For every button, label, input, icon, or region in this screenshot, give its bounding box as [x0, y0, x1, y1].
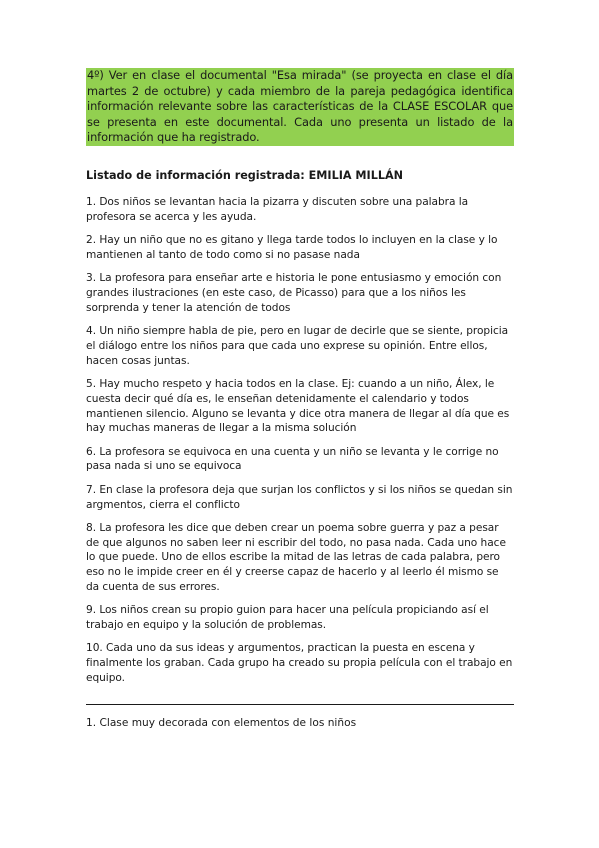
- list-heading: Listado de información registrada: EMILIA MILLÁN: [86, 168, 403, 182]
- document-page: [86, 68, 514, 731]
- list-item: 5. Hay mucho respeto y hacia todos en la clase. Ej: cuando a un niño, Álex, le cuesta decir qué día es, le enseñan detenidamente el calendario y todos mantienen silencio. Alguno se levanta y dice otra manera de llegar al día que es hay muchas maneras de llegar a la misma solución: [86, 377, 510, 435]
- list-item: 4. Un niño siempre habla de pie, pero en lugar de decirle que se siente, propicia el diálogo entre los niños para que cada uno exprese su opinión. Entre ellos, hacen cosas juntas.: [86, 325, 509, 367]
- assignment-instructions: 4º) Ver en clase el documental "Esa mirada" (se proyecta en clase el día martes 2 de octubre) y cada miembro de la pareja pedagógica identifica información relevante sobre las características de la CLASE ESCOLAR que se presenta en este documental. Cada uno presenta un listado de la información que ha registrado.: [87, 68, 513, 145]
- list-item: 8. La profesora les dice que deben crear un poema sobre guerra y paz a pesar de que algunos no saben leer ni escribir del todo, no pasa nada. Cada uno hace lo que puede. Uno de ellos escribe la mitad de las letras de cada palabra, pero eso no le impide creer en él y creerse capaz de hacerlo y al leerlo él mismo se da cuenta de sus errores.: [86, 521, 506, 593]
- section-divider: [86, 704, 514, 705]
- list-item: 7. En clase la profesora deja que surjan los conflictos y si los niños se quedan sin argmentos, cierra el conflicto: [86, 483, 513, 511]
- list-item: 2. Hay un niño que no es gitano y llega tarde todos lo incluyen en la clase y lo mantienen al tanto de todo como si no pasase nada: [86, 234, 498, 261]
- observation-list: [86, 195, 514, 686]
- list-item: 3. La profesora para enseñar arte e historia le pone entusiasmo y emoción con grandes ilustraciones (en este caso, de Picasso) para que a los niños les sorprenda y tener la atención de todos: [86, 272, 502, 314]
- list-item: 1. Dos niños se levantan hacia la pizarra y discuten sobre una palabra la profesora se acerca y les ayuda.: [86, 195, 469, 223]
- list-item: 6. La profesora se equivoca en una cuenta y un niño se levanta y le corrige no pasa nada si uno se equivoca: [86, 445, 499, 473]
- second-list-item: 1. Clase muy decorada con elementos de los niños: [86, 716, 357, 729]
- list-item: 10. Cada uno da sus ideas y argumentos, practican la puesta en escena y finalmente los graban. Cada grupo ha creado su propia película con el trabajo en equipo.: [86, 642, 513, 684]
- list-item: 9. Los niños crean su propio guion para hacer una película propiciando así el trabajo en equipo y la solución de problemas.: [86, 604, 489, 632]
